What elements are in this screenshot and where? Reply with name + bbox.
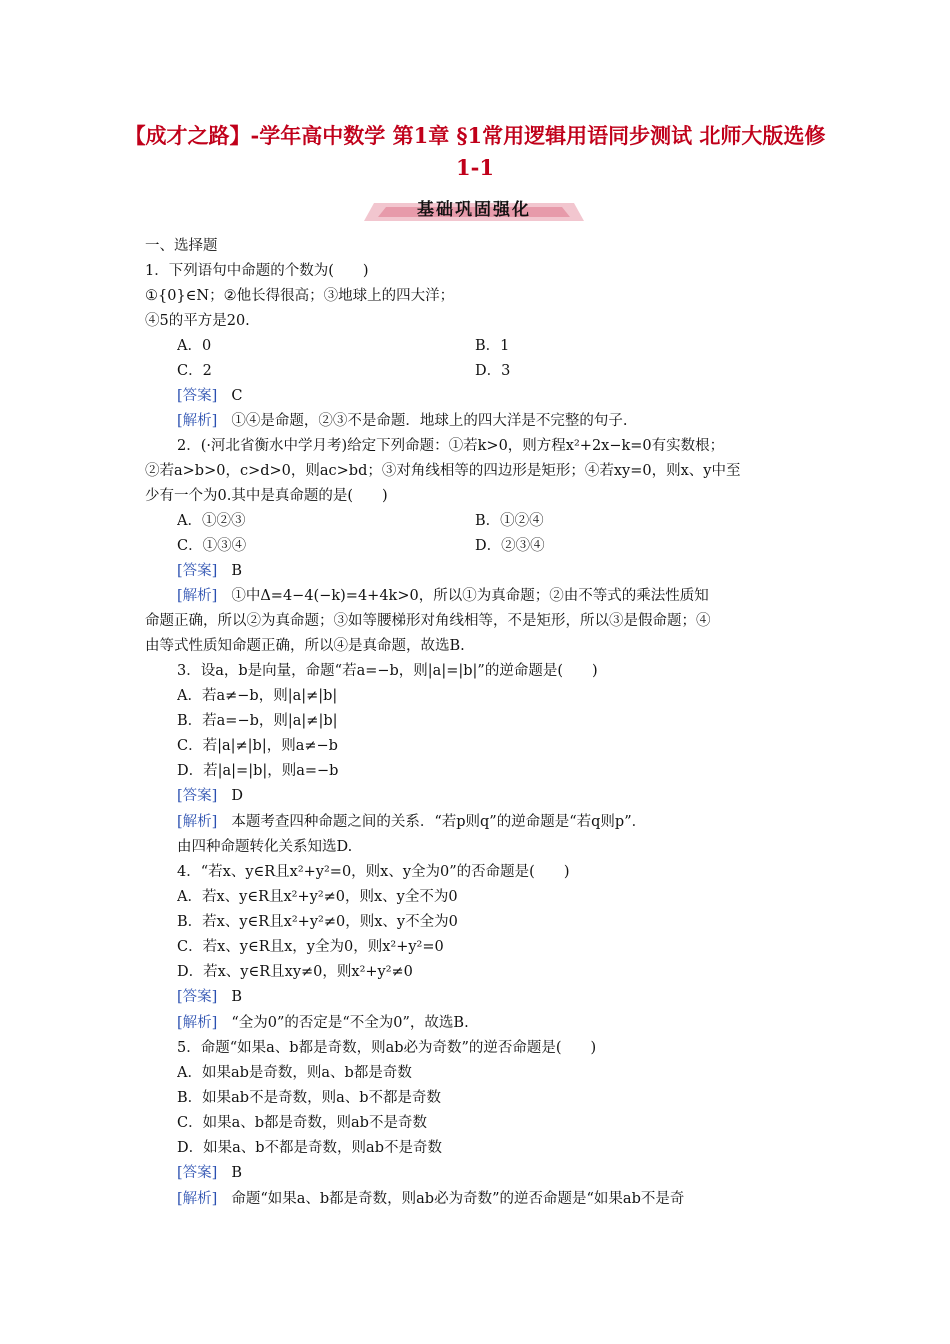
q2-options-block [177,509,817,609]
q1-answer: C [231,388,243,405]
q2-option-b: B．①②④ [475,513,544,529]
q2-answer-line [177,559,817,584]
analysis-tag: [解析] [177,413,218,430]
q1-line3: ④5的平方是20. [145,313,250,330]
q1-stem: 1．下列语句中命题的个数为( ) [145,263,369,280]
banner-text: 基础巩固强化 [417,200,531,220]
q5-option-a: A．如果ab是奇数，则a、b都是奇数 [177,1065,412,1082]
q3-analysis1: 本题考查四种命题之间的关系．“若p则q”的逆命题是“若q则p”． [231,813,647,830]
section-banner [364,193,584,225]
q4-option-c: C．若x、y∈R且x，y全为0，则x²+y²=0 [177,939,444,956]
q3-option-d: D．若|a|=|b|，则a=−b [177,763,339,780]
q1-option-d: D．3 [475,363,511,380]
q4-option-d: D．若x、y∈R且xy≠0，则x²+y²≠0 [177,964,413,981]
q2-option-a: A．①②③ [177,513,246,529]
q1-option-a: A．0 [177,338,212,354]
q1-answer-line [177,384,817,409]
q3-analysis-line2: 由四种命题转化关系知选D. [177,839,353,855]
q4-analysis: “全为0”的否定是“不全为0”，故选B. [231,1014,469,1031]
q2-analysis-line2: 命题正确，所以②为真命题；③如等腰梯形对角线相等，不是矩形，所以③是假命题；④ [145,613,711,629]
q2-answer: B [231,563,242,580]
q5-answer: B [231,1165,242,1182]
q2-stem-line2: ②若a>b>0，c>d>0，则ac>bd；③对角线相等的四边形是矩形；④若xy=0，则x、y中至 [145,463,741,480]
q3-block [177,659,817,835]
answer-tag: [答案] [177,788,218,805]
analysis-tag: [解析] [177,588,218,605]
q3-option-b: B．若a=−b，则|a|≠|b| [177,713,338,730]
q3-option-c: C．若|a|≠|b|，则a≠−b [177,738,338,755]
answer-tag: [答案] [177,989,218,1006]
q2-analysis-line1 [177,584,817,609]
q2-analysis-line3: 由等式性质知命题正确，所以④是真命题，故选B. [145,638,465,655]
q1-analysis: ①④是命题，②③不是命题．地球上的四大洋是不完整的句子. [231,413,628,430]
option-row [177,334,817,359]
q5-block [177,1036,817,1212]
q2-option-c: C．①③④ [177,538,247,555]
option-row [177,509,817,534]
analysis-tag: [解析] [177,1014,218,1031]
section-heading: 一、选择题 [145,238,218,254]
analysis-tag: [解析] [177,1190,218,1207]
analysis-tag: [解析] [177,813,218,830]
q2-analysis1: ①中Δ=4−4(−k)=4+4k>0，所以①为真命题；②由不等式的乘法性质知 [231,588,709,605]
option-row [177,534,817,559]
q3-option-a: A．若a≠−b，则|a|≠|b| [177,688,338,705]
q4-option-a: A．若x、y∈R且x²+y²≠0，则x、y全不为0 [177,889,458,906]
q1-option-c: C．2 [177,363,212,380]
q3-answer: D [231,788,243,805]
answer-tag: [答案] [177,1165,218,1182]
q4-stem: 4．“若x、y∈R且x²+y²=0，则x、y全为0”的否命题是( ) [177,864,570,880]
q5-option-c: C．如果a、b都是奇数，则ab不是奇数 [177,1115,427,1132]
answer-tag: [答案] [177,388,218,405]
q2-analysis-cont [145,609,817,659]
q1-options-block [177,334,817,434]
q4-answer: B [231,989,242,1006]
question-content [145,234,815,334]
q2-option-d: D．②③④ [475,538,545,555]
q5-answer-line [177,1161,817,1186]
q3-stem: 3．设a，b是向量，命题“若a=−b，则|a|=|b|”的逆命题是( ) [177,663,598,679]
q4-option-b: B．若x、y∈R且x²+y²≠0，则x、y不全为0 [177,914,458,931]
document-title: 【成才之路】-学年高中数学 第1章 §1常用逻辑用语同步测试 北师大版选修1-1 [124,123,826,180]
q2-stem-line1: 2．(·河北省衡水中学月考)给定下列命题：①若k>0，则方程x²+2x−k=0有实数根； [177,438,725,454]
q1-option-b: B．1 [475,338,510,354]
q4-analysis-line [177,1011,817,1036]
q1-line2: ①{0}∈N；②他长得很高；③地球上的四大洋； [145,288,455,305]
q3-analysis-line1 [177,810,817,835]
q5-analysis: 命题“如果a、b都是奇数，则ab必为奇数”的逆否命题是“如果ab不是奇 [231,1190,685,1207]
option-row [177,359,817,384]
q1-analysis-line [177,409,817,434]
q2-stem-line3: 少有一个为0.其中是真命题的是( ) [145,488,388,505]
q3-analysis-cont [177,835,817,860]
q3-answer-line [177,784,817,809]
q5-option-d: D．如果a、b不都是奇数，则ab不是奇数 [177,1140,442,1157]
q5-stem: 5．命题“如果a、b都是奇数，则ab必为奇数”的逆否命题是( ) [177,1040,597,1056]
q4-block [177,860,817,1036]
q4-answer-line [177,985,817,1010]
q5-analysis-line [177,1187,817,1212]
q5-option-b: B．如果ab不是奇数，则a、b不都是奇数 [177,1090,442,1107]
q2-block [145,434,817,509]
answer-tag: [答案] [177,563,218,580]
